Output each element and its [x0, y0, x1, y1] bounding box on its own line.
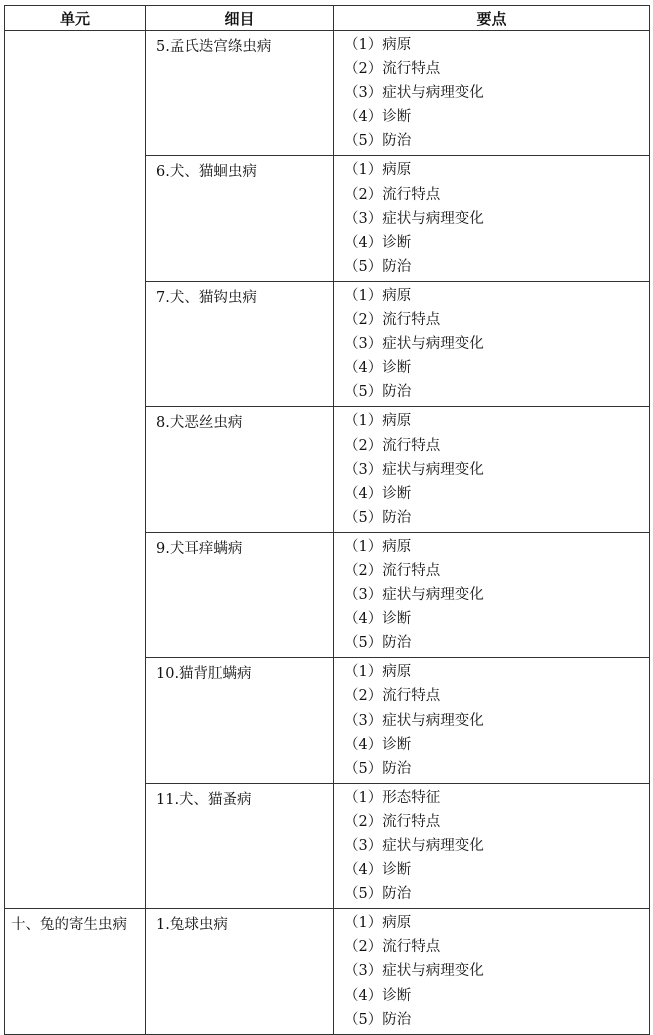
point-item: （2）流行特点 [344, 312, 441, 329]
point-item: （1）病原 [344, 162, 412, 179]
point-item: （2）流行特点 [344, 61, 441, 78]
point-item: （3）症状与病理变化 [344, 461, 484, 478]
point-item: （2）流行特点 [344, 186, 441, 203]
item-cell: 6.犬、猫蛔虫病 [146, 156, 334, 281]
point-item: （1）病原 [344, 538, 412, 555]
point-item: （3）症状与病理变化 [344, 210, 484, 227]
point-item: （1）病原 [344, 664, 412, 681]
points-cell [334, 658, 650, 783]
point-item: （3）症状与病理变化 [344, 85, 484, 102]
point-item: （4）诊断 [344, 987, 412, 1004]
point-item: （5）防治 [344, 509, 412, 526]
point-item: （4）诊断 [344, 109, 412, 126]
points-cell [334, 532, 650, 657]
item-cell: 5.孟氏迭宫绦虫病 [146, 31, 334, 156]
point-item: （1）病原 [344, 37, 412, 53]
point-item: （5）防治 [344, 133, 412, 150]
point-item: （4）诊断 [344, 485, 412, 502]
points-cell [334, 156, 650, 281]
points-cell [334, 281, 650, 406]
item-cell: 11.犬、猫蚤病 [146, 783, 334, 908]
table-row [5, 909, 650, 1034]
point-item: （5）防治 [344, 384, 412, 401]
point-item: （5）防治 [344, 635, 412, 652]
point-item: （3）症状与病理变化 [344, 838, 484, 854]
point-item: （4）诊断 [344, 234, 412, 251]
point-item: （2）流行特点 [344, 562, 441, 579]
unit-cell: 十、兔的寄生虫病 [5, 909, 146, 1034]
point-item: （4）诊断 [344, 360, 412, 377]
header-unit: 单元 [5, 6, 146, 31]
point-item: （2）流行特点 [344, 813, 441, 830]
point-item: （1）病原 [344, 287, 412, 304]
point-item: （2）流行特点 [344, 688, 441, 705]
point-item: （1）病原 [344, 915, 412, 932]
header-item: 细目 [146, 6, 334, 31]
point-item: （2）流行特点 [344, 437, 441, 454]
point-item: （3）症状与病理变化 [344, 712, 484, 729]
item-cell: 10.猫背肛螨病 [146, 658, 334, 783]
point-item: （2）流行特点 [344, 939, 441, 956]
table-body [5, 31, 650, 1035]
point-item: （5）防治 [344, 760, 412, 777]
point-item: （5）防治 [344, 1011, 412, 1028]
unit-cell [5, 31, 146, 909]
points-cell [334, 31, 650, 156]
point-item: （3）症状与病理变化 [344, 336, 484, 353]
item-cell: 1.兔球虫病 [146, 909, 334, 1034]
point-item: （1）形态特征 [344, 789, 441, 806]
point-item: （4）诊断 [344, 862, 412, 879]
points-cell [334, 407, 650, 532]
item-cell: 7.犬、猫钩虫病 [146, 281, 334, 406]
point-item: （4）诊断 [344, 736, 412, 753]
point-item: （1）病原 [344, 413, 412, 430]
item-cell: 8.犬恶丝虫病 [146, 407, 334, 532]
point-item: （3）症状与病理变化 [344, 587, 484, 604]
table-header-row [5, 6, 650, 31]
item-cell: 9.犬耳痒螨病 [146, 532, 334, 657]
header-points: 要点 [334, 6, 650, 31]
table-row [5, 31, 650, 156]
point-item: （5）防治 [344, 886, 412, 903]
points-cell [334, 909, 650, 1034]
point-item: （5）防治 [344, 258, 412, 275]
points-cell [334, 783, 650, 908]
point-item: （3）症状与病理变化 [344, 963, 484, 980]
syllabus-table [4, 5, 650, 1035]
point-item: （4）诊断 [344, 611, 412, 628]
